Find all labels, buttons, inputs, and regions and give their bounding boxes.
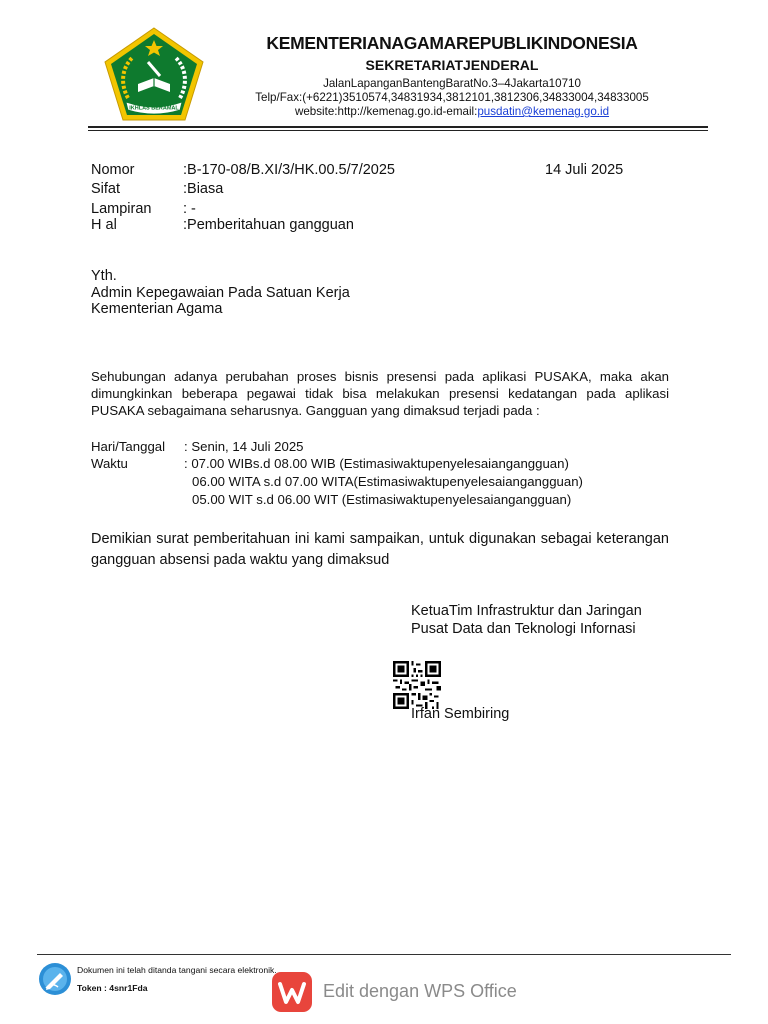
sifat-label: Sifat: [91, 181, 121, 197]
esign-seal-icon: [38, 962, 72, 996]
qr-code-icon: [393, 661, 441, 709]
esign-note: Dokumen ini telah ditanda tangani secara elektronik.: [77, 965, 277, 975]
esign-token: Token : 4snr1Fda: [77, 983, 148, 993]
address-block: [220, 77, 684, 119]
hal-value: :Pemberitahuan gangguan: [183, 217, 354, 233]
secretariat-name: SEKRETARIATJENDERAL: [365, 57, 539, 73]
kemenag-logo: [102, 26, 206, 122]
waktu-line-1: : 07.00 WIBs.d 08.00 WIB (Estimasiwaktupenyelesaiangangguan): [184, 456, 569, 471]
header-rule-thin: [88, 130, 708, 131]
phone-line: Telp/Fax:(+6221)3510574,34831934,3812101,3812306,34833004,34833005: [255, 91, 649, 104]
lampiran-label: Lampiran: [91, 201, 152, 217]
recipient-line-1: Admin Kepegawaian Pada Satuan Kerja: [91, 285, 350, 301]
web-line: [220, 105, 684, 119]
recipient-yth: Yth.: [91, 268, 117, 284]
lampiran-value: : -: [183, 201, 196, 217]
web-prefix: website:http://kemenag.go.id-email:: [294, 105, 478, 118]
hari-value: : Senin, 14 Juli 2025: [184, 439, 304, 454]
signatory-title-1: KetuaTim Infrastruktur dan Jaringan: [411, 603, 642, 619]
waktu-label: Waktu: [91, 456, 128, 471]
logo-motto: IKHLAS BERAMAL: [129, 105, 179, 112]
header-rule-thick: [88, 126, 708, 128]
email-link[interactable]: pusdatin@kemenag.go.id: [477, 105, 610, 118]
signatory-name: Irfan Sembiring: [411, 706, 510, 722]
hal-label: H al: [91, 217, 117, 233]
wps-edit-button[interactable]: [270, 970, 516, 1014]
signatory-title-2: Pusat Data dan Teknologi Infornasi: [411, 621, 636, 637]
sifat-value: :Biasa: [183, 181, 224, 197]
ministry-name: KEMENTERIANAGAMAREPUBLIKINDONESIA: [266, 33, 638, 53]
waktu-line-3: 05.00 WIT s.d 06.00 WIT (Estimasiwaktupenyelesaiangangguan): [192, 492, 572, 507]
wps-office-icon: [272, 972, 312, 1012]
waktu-line-2: 06.00 WITA s.d 07.00 WITA(Estimasiwaktupenyelesaiangangguan): [192, 474, 583, 489]
letter-date: 14 Juli 2025: [545, 162, 624, 178]
body-paragraph-1: Sehubungan adanya perubahan proses bisnis presensi pada aplikasi PUSAKA, maka akan dimungkinkan beberapa pegawai tidak bisa melakukan presensi kedatangan pada aplikasi PUSAKA sebagaimana seharusnya. Gangguan yang dimaksud terjadi pada :: [91, 369, 669, 418]
address-line: JalanLapanganBantengBaratNo.3–4Jakarta10710: [323, 77, 581, 90]
wps-edit-label: Edit dengan WPS Office: [323, 981, 517, 1001]
nomor-value: :B-170-08/B.XI/3/HK.00.5/7/2025: [183, 162, 395, 178]
hari-label: Hari/Tanggal: [91, 439, 166, 454]
nomor-label: Nomor: [91, 162, 135, 178]
footer-rule: [37, 954, 731, 955]
body-paragraph-2: Demikian surat pemberitahuan ini kami sampaikan, untuk digunakan sebagai keterangan gangguan absensi pada waktu yang dimaksud: [91, 531, 669, 568]
recipient-line-2: Kementerian Agama: [91, 301, 223, 317]
